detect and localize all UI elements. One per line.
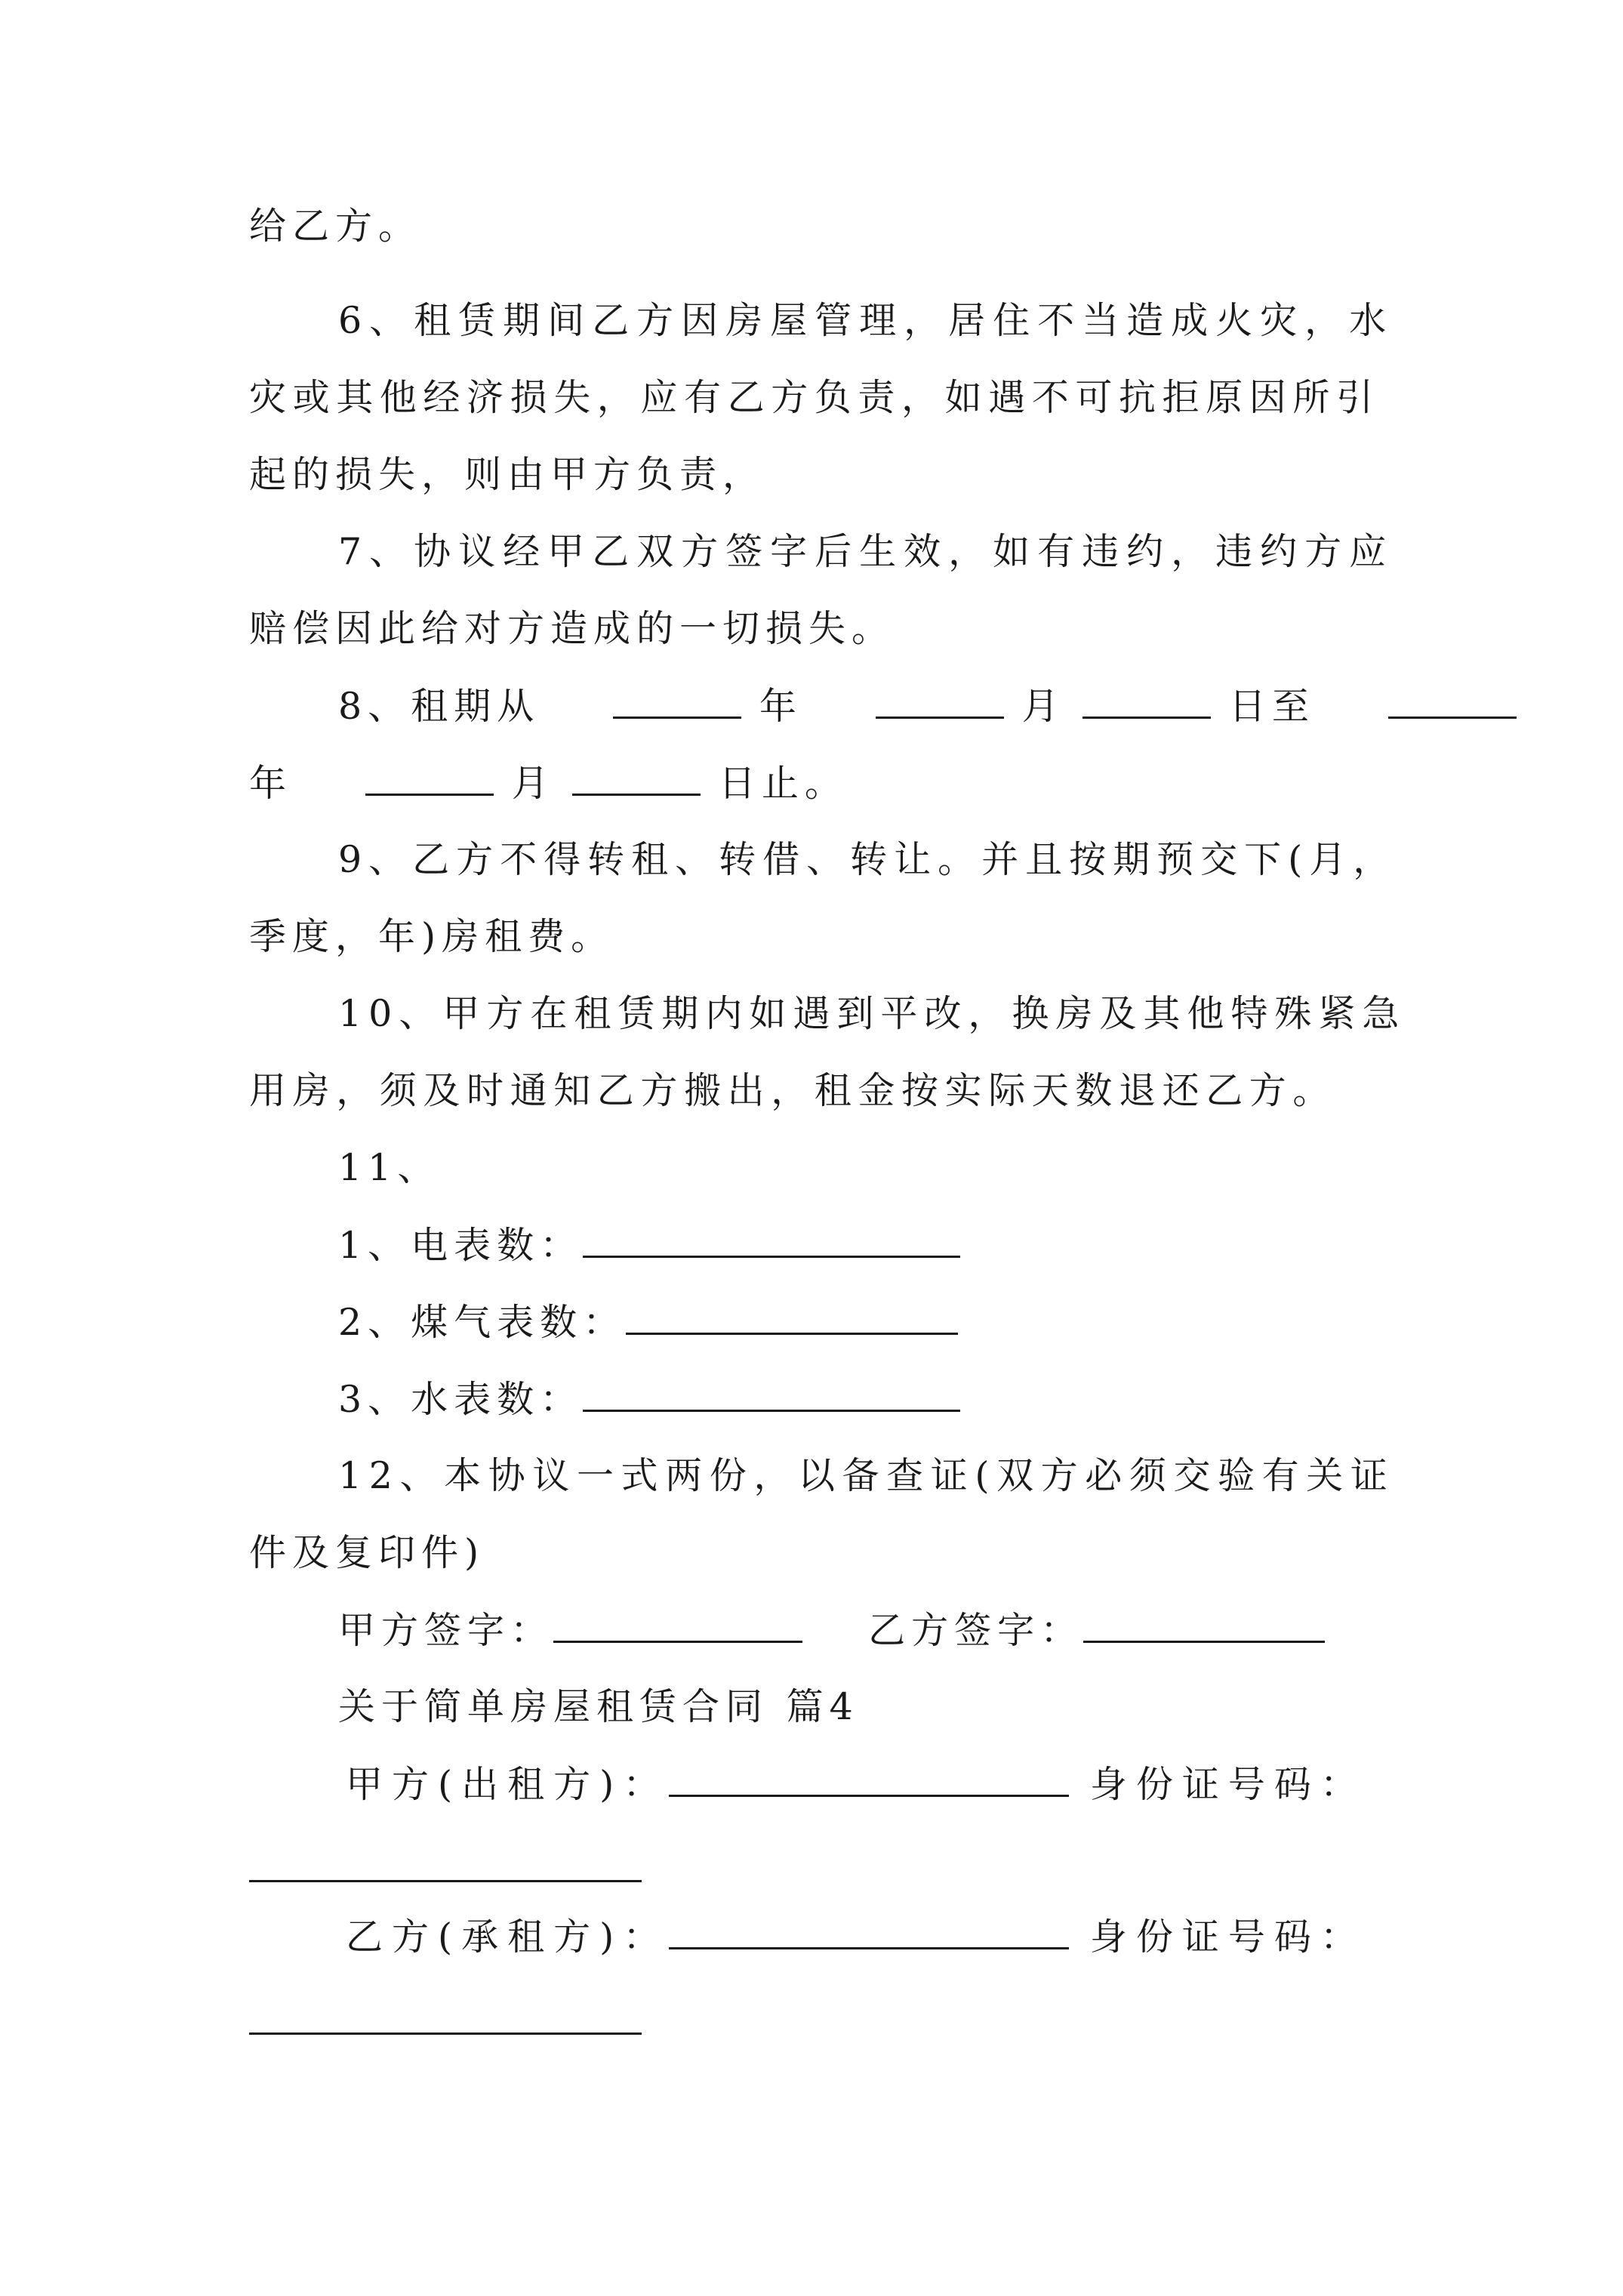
text-line: 灾或其他经济损失，应有乙方负责，如遇不可抗拒原因所引 [249,376,1380,419]
text-line: 给乙方。 [249,205,422,248]
clause-8-start: 8、租期从 [338,685,540,728]
party-b-label: 乙方(承租方)： [346,1915,670,1959]
text-line [249,760,848,806]
meter-gas-label: 2、煤气表数： [338,1301,627,1344]
party-a-signature-blank [553,1607,802,1643]
party-a-id-label: 身份证号码： [1089,1763,1366,1806]
clause-8 [338,683,1517,729]
party-b-signature-label: 乙方签字： [868,1609,1084,1652]
text-line: 起的损失，则由甲方负责， [249,453,766,496]
text-line: 赔偿因此给对方造成的一切损失。 [249,607,895,650]
party-a-label: 甲方(出租方)： [346,1763,670,1806]
clause-7: 7、协议经甲乙双方签字后生效，如有违约，违约方应 [338,530,1394,573]
text-line: 用房，须及时通知乙方搬出，租金按实际天数退还乙方。 [249,1069,1337,1112]
meter-gas [338,1299,958,1345]
party-b-signature-blank [1083,1607,1325,1643]
text-line: 件及复印件) [249,1531,485,1574]
text-line: 季度，年)房租费。 [249,915,614,958]
start-day-blank [1083,683,1211,719]
party-b-name-blank [669,1914,1069,1949]
clause-6: 6、租赁期间乙方因房屋管理，居住不当造成火灾，水 [338,299,1394,342]
meter-water [338,1376,960,1422]
meter-water-label: 3、水表数： [338,1378,584,1421]
meter-water-blank [583,1376,960,1412]
start-month-blank [876,683,1004,719]
meter-electric [338,1222,960,1268]
party-a-signature-label: 甲方签字： [338,1609,554,1652]
party-a-row [346,1761,1366,1808]
meter-gas-blank [626,1299,958,1335]
start-year-blank [613,683,741,719]
meter-electric-blank [583,1222,960,1258]
end-day-blank [572,760,701,796]
meter-electric-label: 1、电表数： [338,1224,584,1267]
party-b-id-blank [249,2032,642,2035]
party-a-id-blank [249,1880,642,1882]
party-b-row [346,1914,1366,1960]
year-label: 年 [249,762,293,805]
clause-11: 11、 [338,1146,441,1189]
end-year-blank [1388,683,1517,719]
clause-12: 12、本协议一式两份，以备查证(双方必须交验有关证 [338,1454,1395,1497]
end-month-blank [365,760,494,796]
month-label: 月 [1021,685,1065,728]
clause-9: 9、乙方不得转租、转借、转让。并且按期预交下(月， [338,838,1397,881]
day-to-label: 日至 [1228,685,1315,728]
clause-10: 10、甲方在租赁期内如遇到平改，换房及其他特殊紧急 [338,992,1406,1035]
month-label: 月 [511,762,555,805]
party-a-name-blank [669,1761,1069,1797]
party-b-id-label: 身份证号码： [1089,1915,1366,1959]
section-title: 关于简单房屋租赁合同 篇4 [338,1685,859,1728]
signature-row [338,1607,1325,1653]
year-label: 年 [759,685,802,728]
day-end-label: 日止。 [718,762,848,805]
